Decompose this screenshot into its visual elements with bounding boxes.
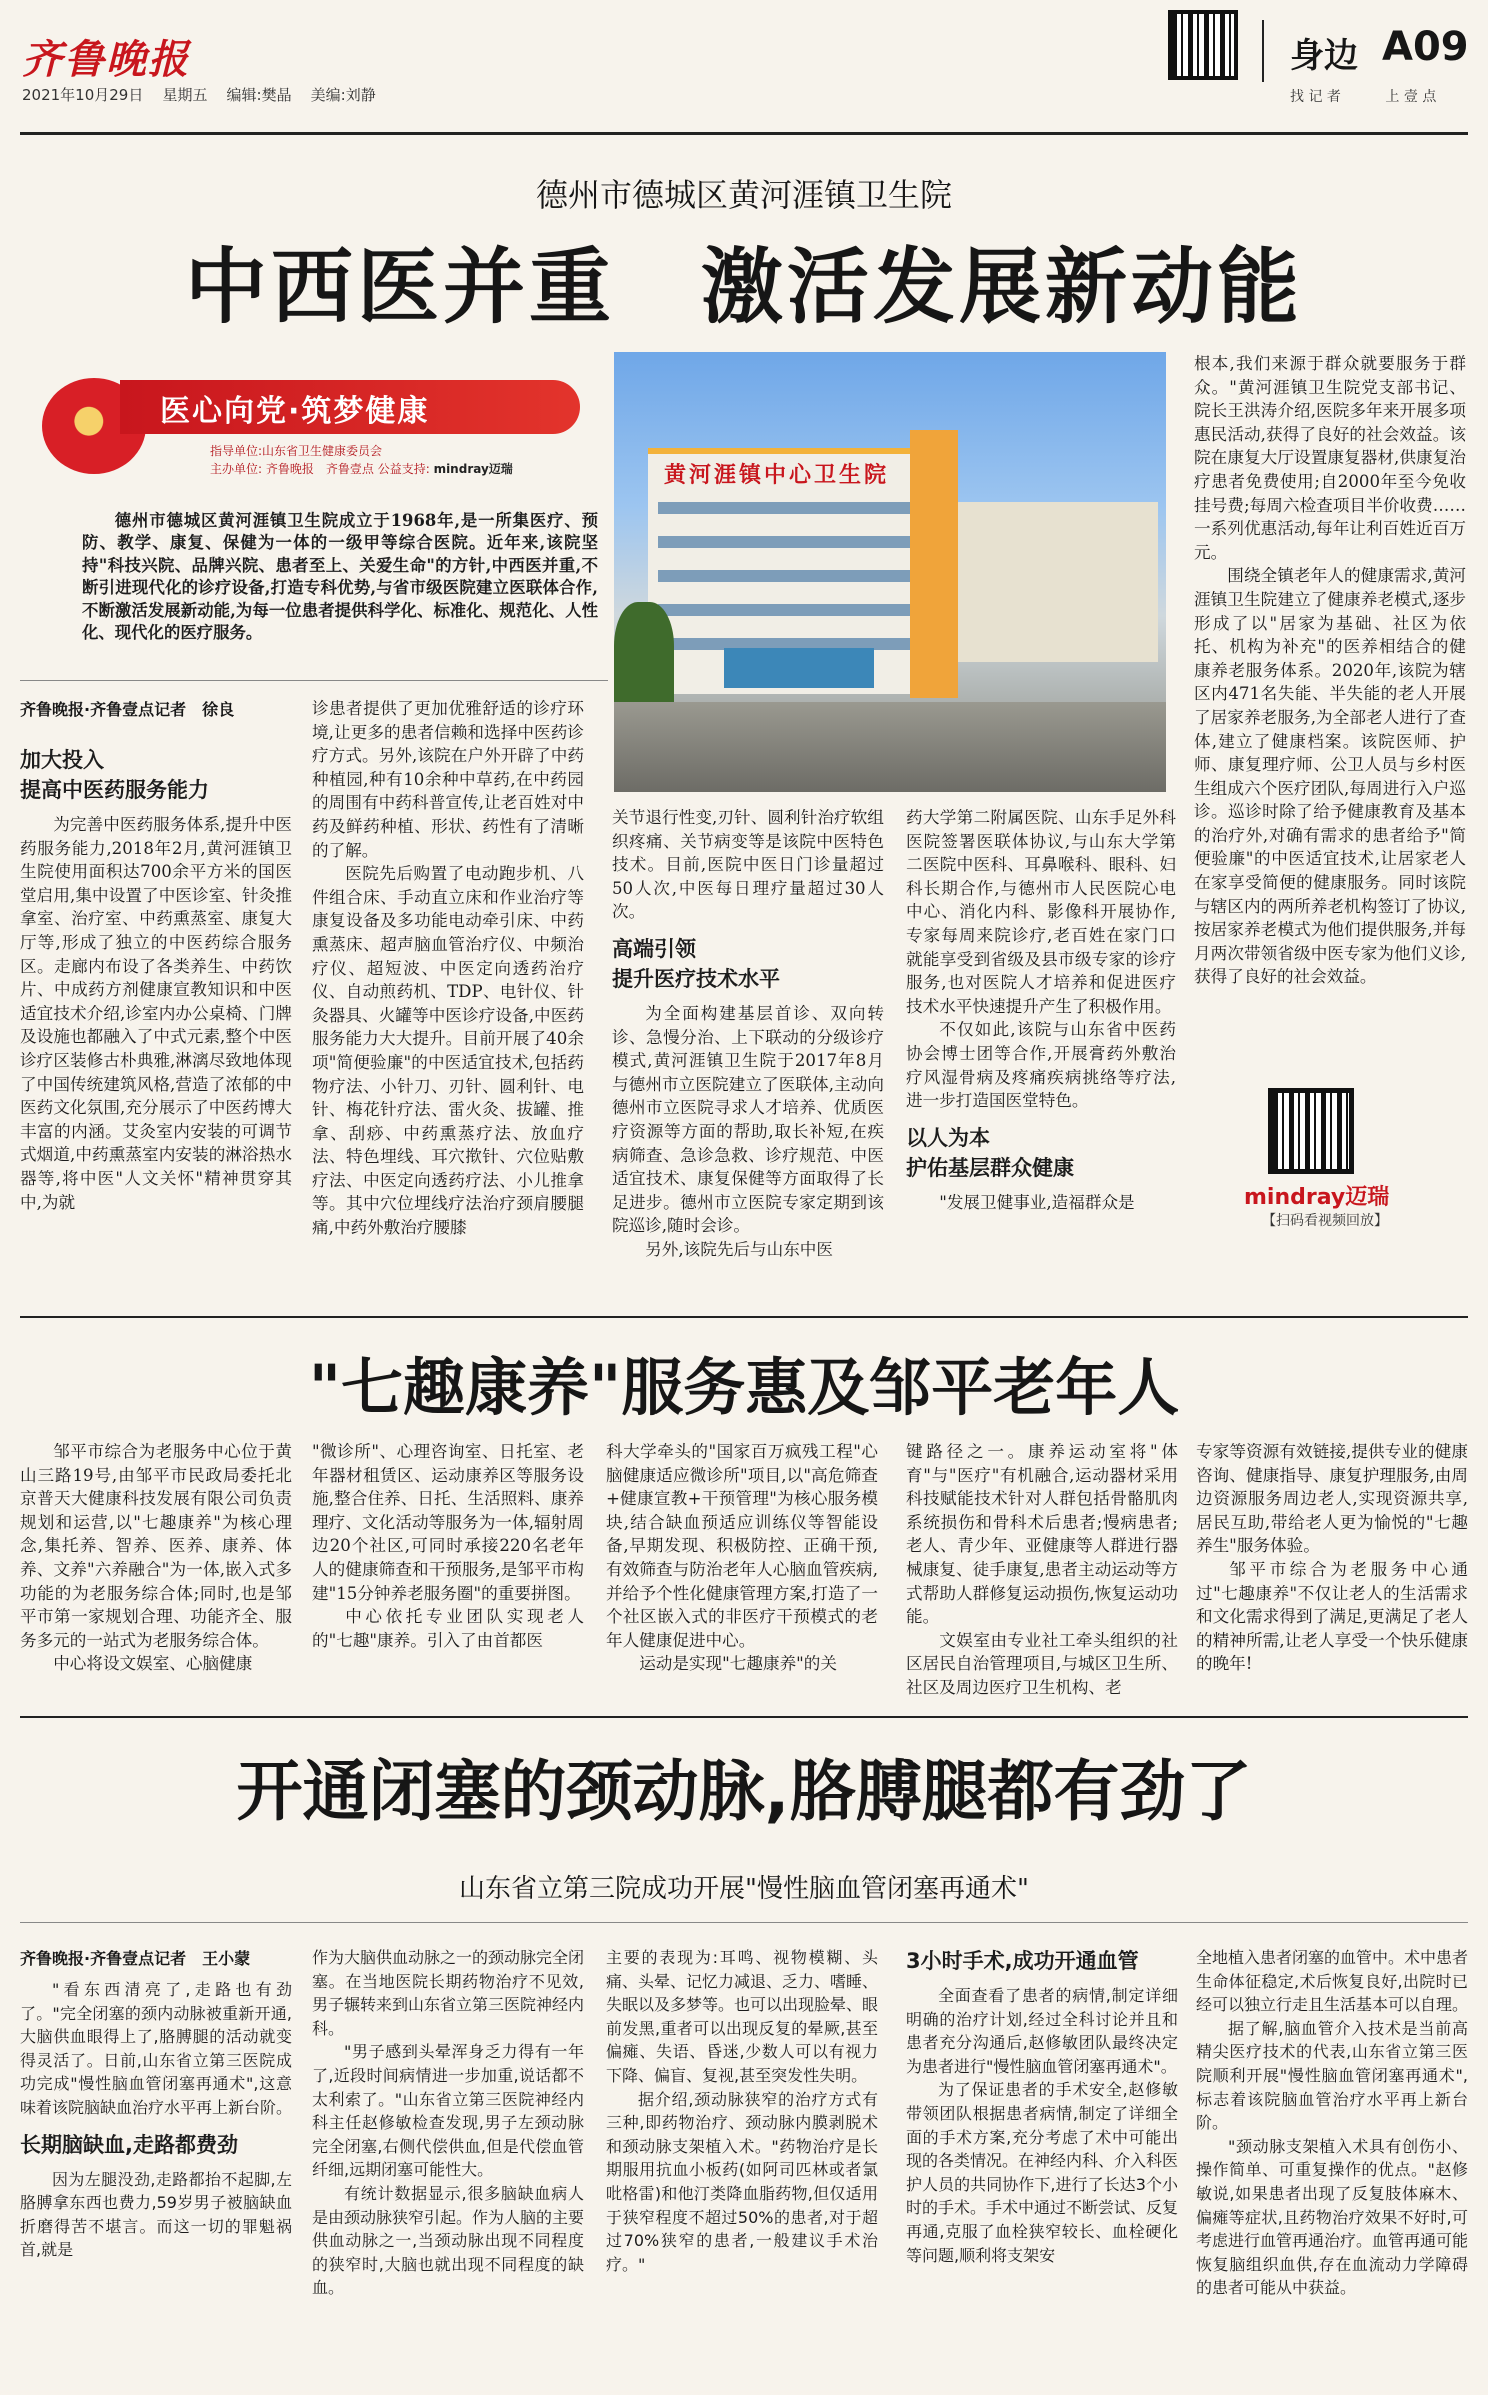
article1-byline: 齐鲁晚报·齐鲁壹点记者 徐良	[20, 700, 235, 719]
article1-para-7: 药大学第二附属医院、山东手足外科医院签署医联体协议,与山东大学第二医院中医科、耳鼻喉科、眼科、妇科长期合作,与德州市人民医院心电中心、消化内科、影像科开展协作,专家每周来院诊疗,老百姓在家门口就能享受到省级及县市级专家的诊疗服务,也对医院人才培养和促进医疗技术水平快速提升产生了积极作用。	[906, 808, 1176, 1016]
article1-col5	[1194, 352, 1466, 1068]
article3-para-4a: 全面查看了患者的病情,制定详细明确的治疗计划,经过全科讨论并且和患者充分沟通后,赵修敏团队最终决定为患者进行"慢性脑血管闭塞再通术"。	[906, 1986, 1178, 2076]
article1-bottom-rule	[20, 1316, 1468, 1318]
article3-byline: 齐鲁晚报·齐鲁壹点记者 王小蒙	[20, 1949, 251, 1968]
article1-lead-text: 德州市德城区黄河涯镇卫生院成立于1968年,是一所集医疗、预防、教学、康复、保健为一体的一级甲等综合医院。近年来,该院坚持"科技兴院、品牌兴院、患者至上、关爱生命"的方针,中西医并重,不断引进现代化的诊疗设备,打造专科优势,与省市级医院建立医联体合作,不断激活发展新动能,为每一位患者提供科学化、标准化、规范化、人性化、现代化的医疗服务。	[82, 511, 598, 643]
photo-plaza	[614, 702, 1166, 792]
article3-subhead-2: 3小时手术,成功开通血管	[906, 1949, 1139, 1973]
article1-para-4: 关节退行性变,刃针、圆利针治疗软组织疼痛、关节病变等是该院中医特色技术。目前,医院中医日门诊量超过50人次,中医每日理疗量超过30人次。	[612, 808, 884, 922]
photo-windows	[658, 502, 938, 672]
masthead-rule	[20, 132, 1468, 135]
article3-para-4b: 为了保证患者的手术安全,赵修敏带领团队根据患者病情,制定了详细全面的手术方案,充分考虑了术中可能出现的各类情况。在神经内科、介入科医护人员的共同协作下,进行了长达3个小时的手术。手术中通过不断尝试、反复再通,克服了血栓狭窄较长、血栓硬化等问题,顺利将支架安	[906, 2080, 1178, 2265]
article2-col5	[1196, 1440, 1468, 1705]
article3-para-1a: "看东西清亮了,走路也有劲了。"完全闭塞的颈内动脉被重新开通,大脑供血眼得上了,胳膊腿的活动就变得灵活了。日前,山东省立第三医院成功完成"慢性脑血管闭塞再通术",这意味着该院脑缺血治疗水平再上新台阶。	[20, 1980, 292, 2117]
masthead	[0, 0, 1488, 140]
reporter-label: 找 记 者	[1290, 89, 1341, 105]
article2-headline: "七趣康养"服务惠及邹平老年人	[308, 1351, 1180, 1424]
photo-building-sign: 黄河涯镇中心卫生院	[664, 463, 890, 488]
article2-para-1: 邹平市综合为老服务中心位于黄山三路19号,由邹平市民政局委托北京普天大健康科技发展有限公司负责规划和运营,以"七趣康养"为核心理念,集托养、智养、医养、康养、体养、文养"六养融合"为一体,嵌入式多功能的为老服务综合体;同时,也是邹平市第一家规划合理、功能齐全、服务多元的一站式为老服务综合体。	[20, 1442, 292, 1650]
article2-para-5: 专家等资源有效链接,提供专业的健康咨询、健康指导、康复护理服务,由周边资源服务周边老人,实现资源共享,居民互助,带给老人更为愉悦的"七趣养生"服务体验。	[1196, 1442, 1468, 1556]
section-name: 身边	[1290, 36, 1358, 76]
article1-video-qr-code[interactable]	[1268, 1088, 1354, 1174]
article3-para-2c: 有统计数据显示,很多脑缺血病人是由颈动脉狭窄引起。作为人脑的主要供血动脉之一,当颈动脉出现不同程度的狭窄时,大脑也就出现不同程度的缺血。	[312, 2183, 584, 2298]
issue-date: 2021年10月29日	[22, 86, 144, 104]
article3-col4	[906, 1946, 1178, 2388]
article3-rule	[20, 1922, 1468, 1923]
article2-para-1b: 中心将设文娱室、心脑健康	[53, 1654, 253, 1674]
article1-para-10: 根本,我们来源于群众就要服务于群众。"黄河涯镇卫生院党支部书记、院长王洪涛介绍,医院多年来开展多项惠民活动,获得了良好的社会效益。该院在康复大厅设置康复器材,供康复治疗患者免费使用;自2000年至今免收挂号费;每周六检查项目半价收费……一系列优惠活动,每年让利百姓近百万元。	[1194, 354, 1466, 562]
article1-para-11: 围绕全镇老年人的健康需求,黄河涯镇卫生院建立了健康养老模式,逐步形成了以"居家为基础、社区为依托、机构为补充"的医养相结合的健康养老服务体系。2020年,该院为辖区内471名失能、半失能的老人开展了居家养老服务,为全部老人进行了查体,建立了健康档案。该院医师、护师、康复理疗师、公卫人员与乡村医生组成六个医疗团队,每周进行入户巡诊。巡诊时除了给予健康教育及基本的治疗外,对确有需求的患者给予"简便验廉"的中医适宜技术,让居家老人在家享受简便的健康服务。同时该院与辖区内的两所养老机构签订了协议,按居家养老模式为他们提供服务,并每月两次带领省级中医专家为他们义诊,获得了良好的社会效益。	[1194, 566, 1466, 987]
issue-editor: 编辑:樊晶	[226, 86, 292, 104]
page-number: A09	[1382, 24, 1469, 70]
article3-subhead-1: 长期脑缺血,走路都费劲	[20, 2132, 238, 2157]
photo-entrance	[724, 648, 874, 688]
photo-right-wing	[958, 502, 1158, 662]
article3-col5	[1196, 1946, 1468, 2388]
article1-headline: 中西医并重 激活发展新动能	[184, 240, 1303, 335]
article3-para-2b: "男子感到头晕浑身乏力得有一年了,近段时间病情进一步加重,说话都不太利索了。"山东省立第三医院神经内科主任赵修敏检查发现,男子左颈动脉完全闭塞,右侧代偿供血,但是代偿血管纤细,远期闭塞可能性大。	[312, 2042, 584, 2180]
issue-designer: 美编:刘静	[310, 86, 376, 104]
article1-kicker: 德州市德城区黄河涯镇卫生院	[535, 176, 952, 214]
article3-col3	[606, 1946, 878, 2388]
article2-para-3: 科大学牵头的"国家百万疯残工程"心脑健康适应微诊所"项目,以"高危筛查+健康宣教+干预管理"为核心服务模块,结合缺血预适应训练仪等智能设备,早期发现、积极防控、正确干预,有效筛查与防治老年人心脑血管疾病,并给予个性化健康管理方案,打造了一个社区嵌入式的非医疗干预模式的老年人健康促进中心。	[606, 1442, 878, 1650]
article1-subhead-2: 高端引领 提升医疗技术水平	[612, 936, 780, 991]
article1-col2	[312, 697, 584, 1305]
article2-col2	[312, 1440, 584, 1705]
article3-para-2a: 作为大脑供血动脉之一的颈动脉完全闭塞。在当地医院长期药物治疗不见效,男子辗转来到山东省立第三医院神经内科。	[312, 1948, 584, 2038]
banner-title: 医心向党·筑梦健康	[160, 394, 430, 429]
article1-subhead-3: 以人为本 护佑基层群众健康	[906, 1125, 1074, 1180]
issue-weekday: 星期五	[162, 86, 208, 104]
article1-para-1: 为完善中医药服务体系,提升中医药服务能力,2018年2月,黄河涯镇卫生院使用面积达700余平方米的国医堂启用,集中设置了中医诊室、针灸推拿室、治疗室、中药熏蒸室、康复大厅等,形成了独立的中医药综合服务区。走廊内布设了各类养生、中药饮片、中成药方剂健康宣教知识和中医适宜技术介绍,诊室内办公桌椅、门牌及设施也都融入了中式元素,整个中医诊疗区装修古朴典雅,淋漓尽致地体现了中国传统建筑风格,营造了浓郁的中医药文化氛围,充分展示了中医药博大丰富的内涵。艾灸室内安装的可调节式烟道,中药熏蒸室内安装的淋浴热水器等,将中医"人文关怀"精神贯穿其中,为就	[20, 815, 292, 1212]
article2-para-4b: 文娱室由专业社工牵头组织的社区居民自治管理项目,与城区卫生所、社区及周边医疗卫生机构、老	[906, 1630, 1178, 1697]
issue-info	[22, 84, 376, 105]
article1-para-5: 为全面构建基层首诊、双向转诊、急慢分治、上下联动的分级诊疗模式,黄河涯镇卫生院于2017年8月与德州市立医院建立了医联体,主动向德州市立医院寻求人才培养、优质医疗资源等方面的帮助,取长补短,在疾病筛查、急诊急救、诊疗规范、中医适宜技术、康复保健等方面取得了长足进步。德州市立医院专家定期到该院巡诊,随时会诊。	[612, 1003, 884, 1236]
banner-sponsor: mindray迈瑞	[433, 462, 513, 476]
hospital-photo	[614, 352, 1166, 792]
campaign-banner	[42, 372, 612, 478]
article2-col3	[606, 1440, 878, 1705]
article2-col4	[906, 1440, 1178, 1705]
article3-para-3a: 主要的表现为:耳鸣、视物模糊、头痛、头晕、记忆力减退、乏力、嗜睡、失眠以及多梦等。也可以出现脸晕、眼前发黑,重者可以出现反复的晕厥,甚至偏瘫、失语、昏迷,少数人可以有视力下降、偏盲、复视,甚至突发性失明。	[606, 1948, 878, 2085]
article1-subhead-1: 加大投入 提高中医药服务能力	[20, 748, 209, 802]
article3-para-5a: 全地植入患者闭塞的血管中。术中患者生命体征稳定,术后恢复良好,出院时已经可以独立行走且生活基本可以自理。	[1196, 1948, 1468, 2015]
article2-bottom-rule	[20, 1716, 1468, 1718]
article3-col1	[20, 1978, 292, 2388]
article3-para-5b: 据了解,脑血管介入技术是当前高精尖医疗技术的代表,山东省立第三医院顺利开展"慢性脑血管闭塞再通术",标志着该院脑血管治疗水平再上新台阶。	[1196, 2018, 1468, 2133]
article1-para-2: 诊患者提供了更加优雅舒适的诊疗环境,让更多的患者信赖和选择中医药诊疗方式。另外,该院在户外开辟了中药种植园,种有10余种中草药,在中药园的周围有中药科普宣传,让老百姓对中药及鲜药种植、形状、药性有了清晰的了解。	[312, 699, 584, 860]
article1-qr-brand: mindray迈瑞	[1244, 1185, 1390, 1210]
article3-subhead: 山东省立第三院成功开展"慢性脑血管闭塞再通术"	[459, 1874, 1029, 1904]
newspaper-logo: 齐鲁晚报	[22, 36, 190, 83]
article3-para-5c: "颈动脉支架植入术具有创伤小、操作简单、可重复操作的优点。"赵修敏说,如果患者出现了反复肢体麻木、偏瘫等症状,且药物治疗效果不好时,可考虑进行血管再通治疗。血管再通可能恢复脑组织血供,存在血流动力学障碍的患者可能从中获益。	[1196, 2136, 1468, 2298]
article1-col3	[612, 806, 884, 1306]
banner-host-line	[210, 460, 513, 477]
article1-qr-caption: 【扫码看视频回放】	[1262, 1213, 1388, 1229]
article2-para-3b: 运动是实现"七趣康养"的关	[639, 1654, 837, 1674]
article3-headline: 开通闭塞的颈动脉,胳膊腿都有劲了	[236, 1753, 1252, 1830]
banner-guide-unit: 指导单位:山东省卫生健康委员会	[210, 444, 383, 458]
article1-para-8: 不仅如此,该院与山东省中医药协会博士团等合作,开展膏药外敷治疗风湿骨病及疼痛疾病挑络等疗法,进一步打造国医堂特色。	[906, 1020, 1176, 1111]
banner-host-orgs: 齐鲁晚报 齐鲁壹点 公益支持:	[265, 462, 430, 476]
article1-lead	[82, 510, 598, 660]
article3-para-1b: 因为左腿没劲,走路都抬不起脚,左胳膊拿东西也费力,59岁男子被脑缺血折磨得苦不堪言。而这一切的罪魁祸首,就是	[20, 2169, 292, 2260]
article2-para-5b: 邹平市综合为老服务中心通过"七趣康养"不仅让老人的生活需求和文化需求得到了满足,更满足了老人的精神所需,让老人享受一个快乐健康的晚年!	[1196, 1559, 1468, 1674]
article3-col2	[312, 1946, 584, 2388]
reporter-link: 上 壹 点	[1385, 89, 1437, 105]
article1-col4	[906, 806, 1176, 1306]
article1-col1	[20, 745, 292, 1305]
article1-para-6: 另外,该院先后与山东中医	[645, 1239, 833, 1259]
article2-para-4: 键路径之一。康养运动室将"体育"与"医疗"有机融合,运动器材采用科技赋能技术针对人群包括骨骼肌肉系统损伤和骨科术后患者;慢病患者;老人、青少年、亚健康等人群进行器械康复、徒手康复,患者主动运动等方式帮助人群修复运动损伤,恢复运动功能。	[906, 1442, 1178, 1627]
masthead-qr-code[interactable]	[1168, 10, 1238, 80]
banner-host-label: 主办单位:	[210, 462, 263, 476]
article1-lead-rule	[20, 680, 608, 681]
article1-para-3: 医院先后购置了电动跑步机、八件组合床、手动直立床和作业治疗等康复设备及多功能电动牵引床、中药熏蒸床、超声脑血管治疗仪、中频治疗仪、超短波、中医定向透药治疗仪、自动煎药机、TDP、电针仪、针灸器具、火罐等中医诊疗设备,中医药服务能力大大提升。目前开展了40余项"简便验廉"的中医适宜技术,包括药物疗法、小针刀、刃针、圆利针、电针、梅花针疗法、雷火灸、拔罐、推拿、刮痧、中药熏蒸疗法、放血疗法、特色埋线、耳穴揿针、穴位贴敷疗法、中医定向透药疗法、小儿推拿等。其中穴位埋线疗法治疗颈肩腰腿痛,中药外敷治疗腰膝	[312, 864, 584, 1238]
article2-para-2: "微诊所"、心理咨询室、日托室、老年器材租赁区、运动康养区等服务设施,整合住养、日托、生活照料、康养理疗、文化活动等服务为一体,辐射周边20个社区,可同时承接220名老年人的健康筛查和干预服务,是邹平市构建"15分钟养老服务圈"的重要拼图。	[312, 1442, 584, 1603]
article3-para-3b: 据介绍,颈动脉狭窄的治疗方式有三种,即药物治疗、颈动脉内膜剥脱术和颈动脉支架植入术。"药物治疗是长期服用抗血小板药(如阿司匹林或者氯吡格雷)和他汀类降血脂药物,但仅适用于狭窄程度不超过50%的患者,对于超过70%狭窄的患者,一般建议手术治疗。"	[606, 2089, 878, 2274]
photo-tower	[910, 430, 958, 698]
article1-para-9: "发展卫健事业,造福群众是	[939, 1192, 1135, 1212]
article2-col1	[20, 1440, 292, 1705]
article2-para-2b: 中心依托专业团队实现老人的"七趣"康养。引入了由首都医	[312, 1607, 584, 1650]
reporter-hotline	[1290, 86, 1436, 106]
section-divider	[1262, 20, 1264, 82]
photo-trees	[614, 602, 674, 712]
